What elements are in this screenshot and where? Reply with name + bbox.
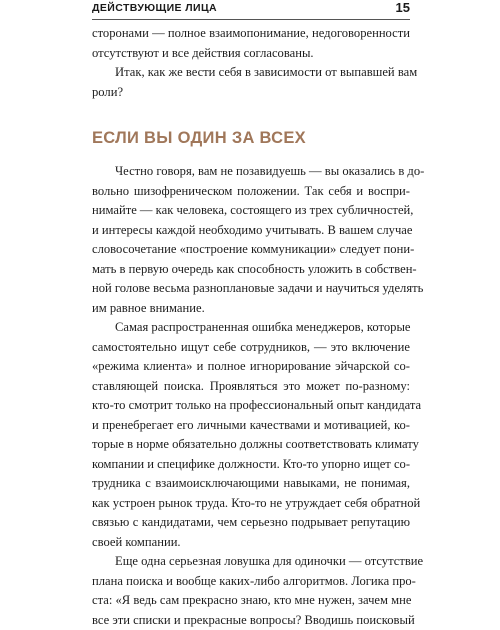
intro-paragraph [92,24,410,63]
text-line: мать в первую очередь как способность уложить в собствен- [92,260,410,280]
text-line: ста: «Я ведь сам прекрасно знаю, кто мне нужен, зачем мне [92,591,410,611]
text-line: и пренебрегает его личными качествами и мотивацией, ко- [92,416,410,436]
question-paragraph [92,63,410,102]
text-line: нимайте — как человека, состоящего из трех субличностей, [92,201,410,221]
text-line: все эти списки и прекрасные вопросы? Вводишь поисковый [92,611,410,630]
text-line: связью с кандидатами, чем серьезно подрывает репутацию [92,513,410,533]
paragraph-2 [92,318,410,552]
text-line: ной голове весьма разноплановые задачи и научиться уделять [92,279,410,299]
text-line: сторонами — полное взаимопонимание, недоговоренности [92,24,410,44]
section-heading: ЕСЛИ ВЫ ОДИН ЗА ВСЕХ [92,129,410,148]
text-line: как устроен рынок труда. Кто-то не утруждает себя обратной [92,494,410,514]
text-line: отсутствуют и все действия согласованы. [92,44,410,64]
text-line: Самая распространенная ошибка менеджеров, которые [92,318,410,338]
text-line: плана поиска и вообще каких-либо алгоритмов. Логика про- [92,572,410,592]
text-line: Итак, как же вести себя в зависимости от выпавшей вам [92,63,410,83]
text-line: Честно говоря, вам не позавидуешь — вы оказались в до- [92,162,410,182]
paragraph-1 [92,162,410,318]
text-line: «режима клиента» и полное игнорирование эйчарской со- [92,357,410,377]
text-line: им равное внимание. [92,299,410,319]
text-line: ставляющей поиска. Проявляться это может по-разному: [92,377,410,397]
text-line: и интересы каждой необходимо учитывать. В вашем случае [92,221,410,241]
body-text [92,24,410,630]
text-line: словосочетание «построение коммуникации» следует пони- [92,240,410,260]
header-rule [92,19,410,20]
running-title: ДЕЙСТВУЮЩИЕ ЛИЦА [92,2,217,14]
text-line: самостоятельно ищут себе сотрудников, — это включение [92,338,410,358]
text-line: вольно шизофреническом положении. Так себя и воспри- [92,182,410,202]
text-line: торые в норме обязательно должны соответствовать климату [92,435,410,455]
page-number: 15 [396,0,410,15]
paragraph-3 [92,552,410,630]
text-line: кто-то смотрит только на профессиональный опыт кандидата [92,396,410,416]
text-line: трудника с взаимоисключающими навыками, не понимая, [92,474,410,494]
text-line: роли? [92,83,410,103]
text-line: компании и специфике должности. Кто-то упорно ищет со- [92,455,410,475]
text-line: Еще одна серьезная ловушка для одиночки — отсутствие [92,552,410,572]
text-line: своей компании. [92,533,410,553]
